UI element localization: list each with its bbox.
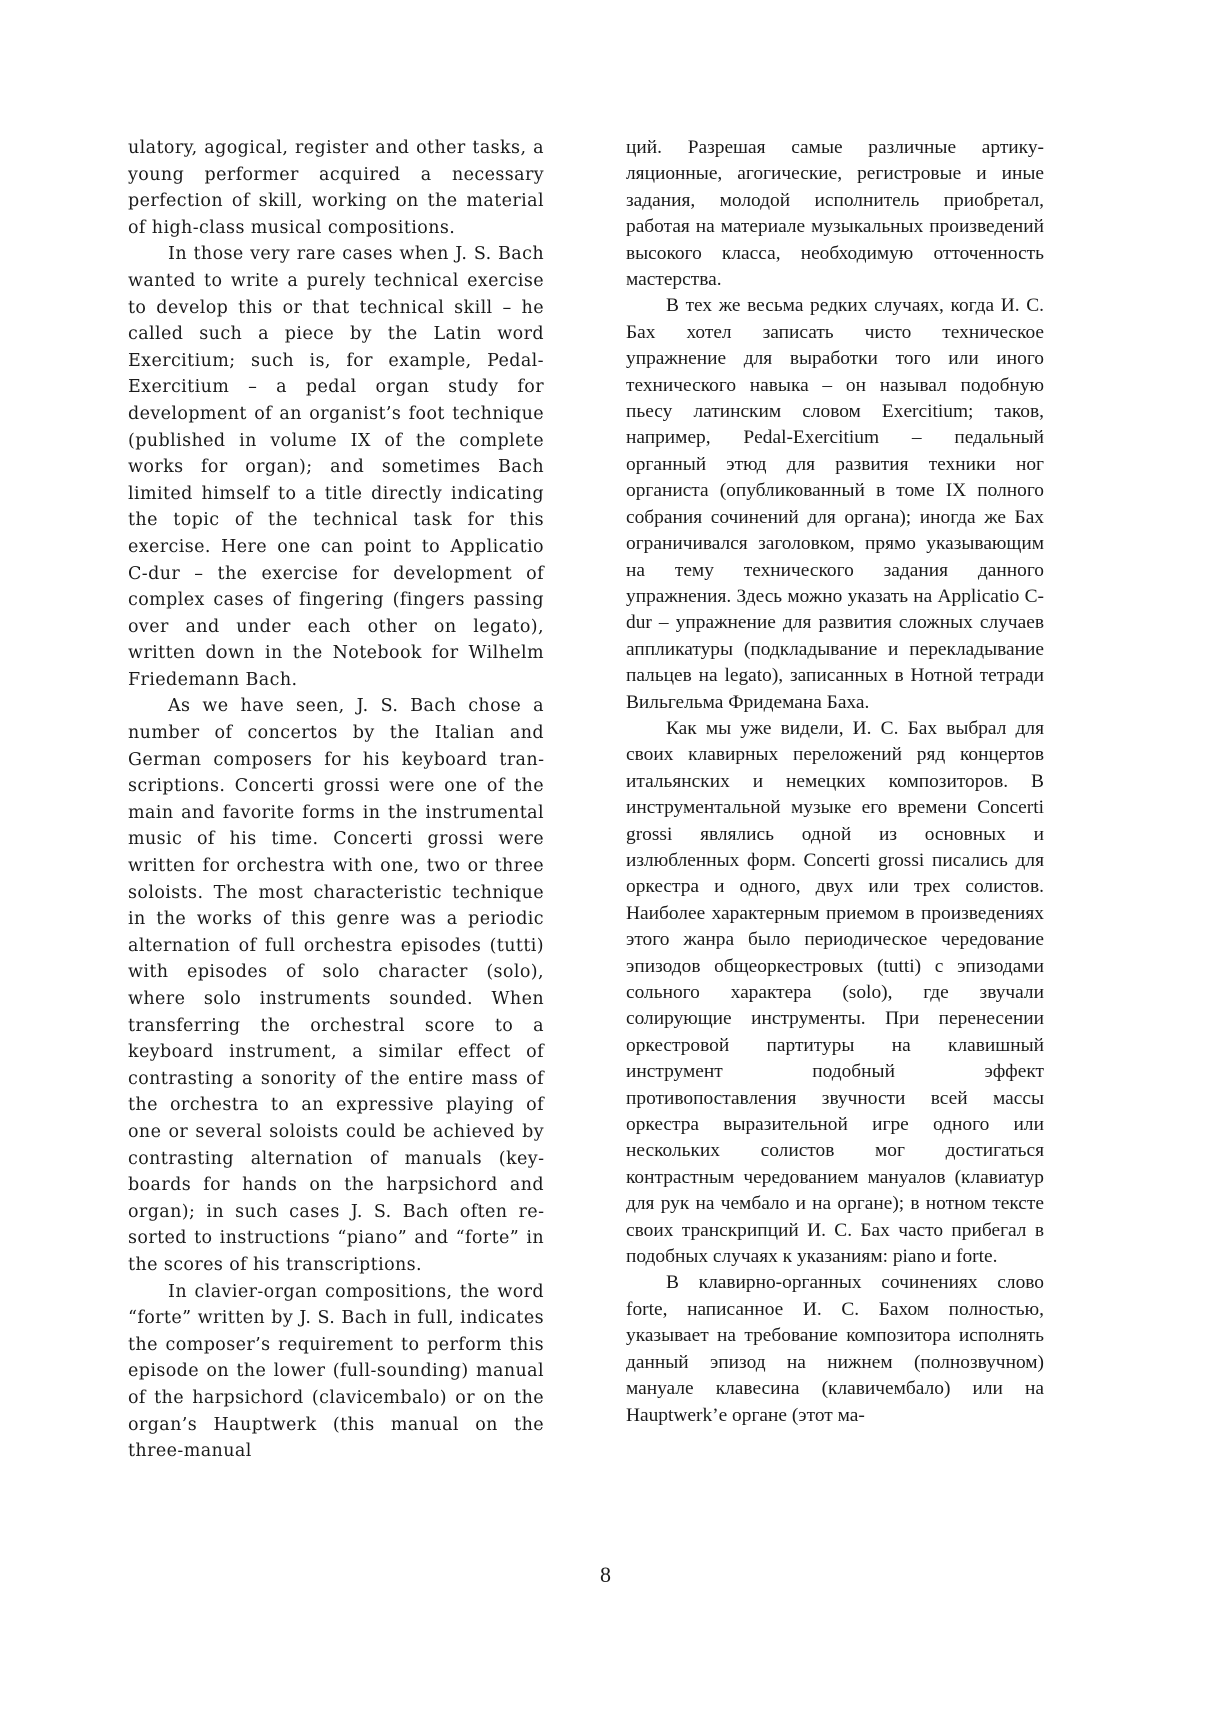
russian-text-column <box>626 135 1044 1429</box>
english-paragraph: In those very rare cases when J. S. Bach wanted to write a purely technical exercise to develop this or that technical skill – he called such a piece by the Latin word Exercitium; such is, for example, Pedal-Exercitium – a pedal organ study for development of an organist’s foot technique (published in volume IX of the complete works for organ); and sometimes Bach limited himself to a title directly indicating the topic of the technical task for this exercise. Here one can point to Applicatio C-dur – the exercise for development of complex cases of fingering (fingers passing over and under each other on legato), written down in the Notebook for Wilhelm Friedemann Bach. <box>128 244 544 690</box>
english-paragraph: In clavier-organ compositions, the word “forte” written by J. S. Bach in full, indicates the composer’s requirement to perform this episode on the lower (full-sounding) manual of the harpsichord (clavicembalo) or on the organ’s Hauptwerk (this manual on the three-manual <box>128 1281 544 1462</box>
english-paragraph: As we have seen, J. S. Bach chose a number of concertos by the Italian and German composers for his keyboard transcriptions. Concerti grossi were one of the main and favorite forms in the instrumental music of his time. Concerti grossi were written for orchestra with one, two or three soloists. The most characteristic technique in the works of this genre was a periodic alternation of full orchestra episodes (tutti) with episodes of solo character (solo), where solo instruments sounded. When transferring the orchestral score to a keyboard instrument, a similar effect of contrasting a sonority of the entire mass of the orchestra to an expressive playing of one or several soloists could be achieved by contrasting alternation of manuals (keyboards for hands on the harpsichord and organ); in such cases J. S. Bach often resorted to instructions “piano” and “forte” in the scores of his transcriptions. <box>128 696 544 1275</box>
russian-paragraph: В тех же весьма редких случаях, когда И. С. Бах хотел записать чисто техническое упражнение для выработки того или иного технического навыка – он называл подобную пьесу латинским словом Exercitium; таков, например, Pedal-Exercitium – педальный органный этюд для развития техники ног органиста (опубликованный в томе IX полного собрания сочинений для органа); иногда же Бах ограничивался заголовком, прямо указывающим на тему технического задания данного упражнения. Здесь можно указать на Applicatio C-dur – упражнение для развития сложных случаев аппликатуры (подкладывание и перекладывание пальцев на legato), записанных в Нотной тетради Вильгельма Фридемана Баха. <box>626 295 1044 713</box>
russian-paragraph: ций. Разрешая самые различные артикуляционные, агогические, регистровые и иные задания, молодой исполнитель приобретал, работая на материале музыкальных произведений высокого класса, необходимую отточенность мастерства. <box>626 137 1044 291</box>
russian-paragraph: Как мы уже видели, И. С. Бах выбрал для своих клавирных переложений ряд концертов итальянских и немецких композиторов. В инструментальной музыке его времени Concerti grossi являлись одной из основных и излюбленных форм. Concerti grossi писались для оркестра и одного, двух или трех солистов. Наиболее характерным приемом в произведениях этого жанра было периодическое чередование эпизодов общеоркестровых (tutti) с эпизодами сольного характера (solo), где звучали солирующие инструменты. При перенесении оркестровой партитуры на клавишный инструмент подобный эффект противопоставления звучности всей массы оркестра выразительной игре одного или нескольких солистов мог достигаться контрастным чередованием мануалов (клавиатур для рук на чембало и на органе); в нотном тексте своих транскрипций И. С. Бах часто прибегал в подобных случаях к указаниям: piano и forte. <box>626 717 1044 1268</box>
russian-paragraph: В клавирно-органных сочинениях слово forte, написанное И. С. Бахом полностью, указывает на требование композитора исполнять данный эпизод на нижнем (полнозвучном) мануале клавесина (клавичембало) или на Hauptwerk’е органе (этот ма- <box>626 1272 1044 1426</box>
page-number: 8 <box>600 1562 611 1587</box>
english-text-column <box>128 135 544 1465</box>
english-paragraph: ulatory, agogical, register and other tasks, a young performer acquired a necessary perfection of skill, working on the material of high-class musical compositions. <box>128 138 544 238</box>
